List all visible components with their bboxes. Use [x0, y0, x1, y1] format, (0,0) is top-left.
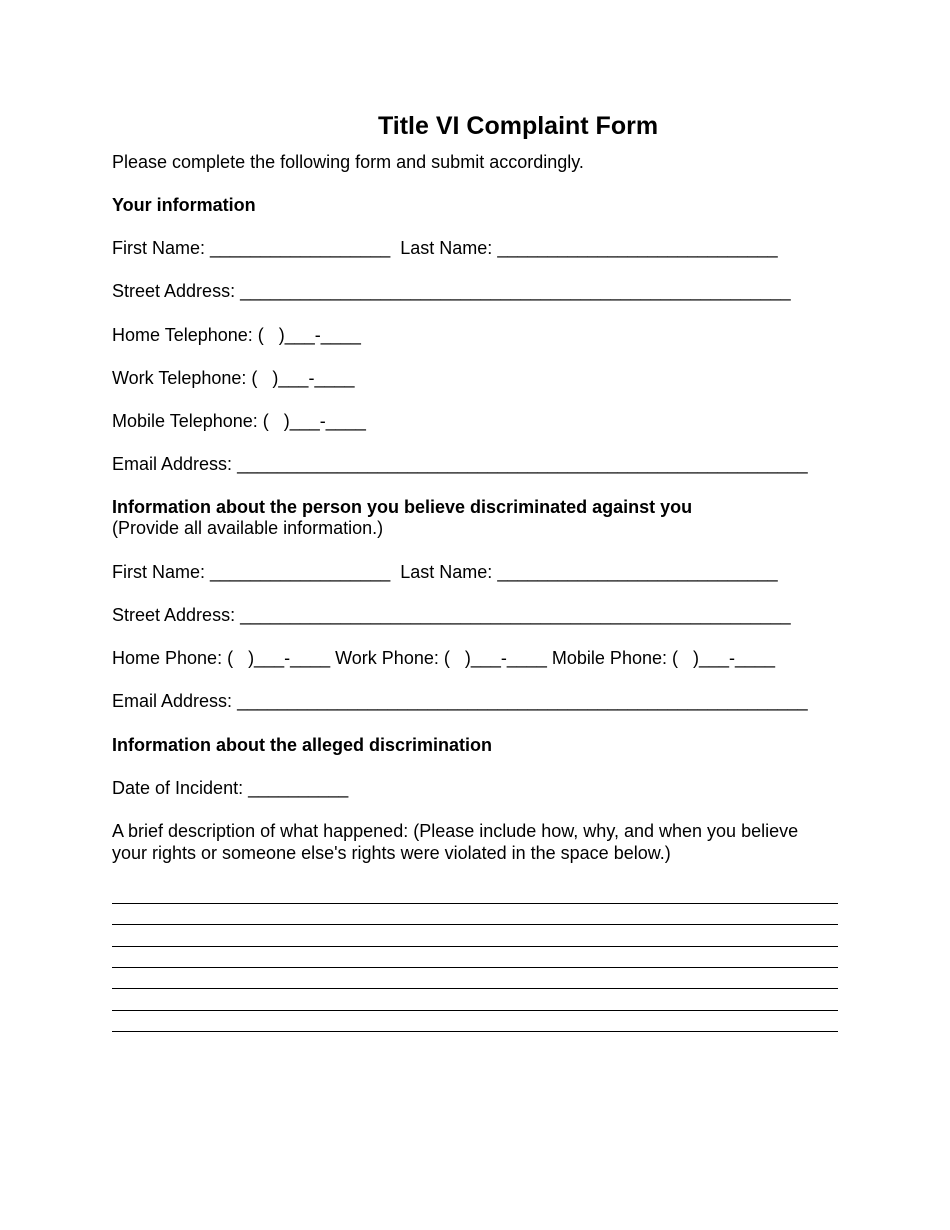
other-street-address-field[interactable]: _______________________________________________________ — [240, 605, 791, 625]
description-answer-line[interactable] — [112, 903, 838, 904]
your-email-row — [112, 454, 808, 475]
date-of-incident-label: Date of Incident: — [112, 778, 244, 798]
description-answer-line[interactable] — [112, 946, 838, 947]
your-street-row — [112, 281, 791, 302]
description-answer-line[interactable] — [112, 988, 838, 989]
first-name-field[interactable]: __________________ — [210, 238, 391, 258]
other-person-heading: Information about the person you believe discriminated against you — [112, 497, 693, 517]
street-address-field[interactable]: _______________________________________________________ — [240, 281, 791, 301]
other-first-name-label: First Name: — [112, 562, 206, 582]
description-answer-line[interactable] — [112, 924, 838, 925]
description-instructions-line-2: your rights or someone else's rights were violated in the space below.) — [112, 843, 671, 863]
home-telephone-field[interactable]: Home Telephone: ( )___-____ — [112, 325, 361, 345]
other-person-subheading: (Provide all available information.) — [112, 518, 384, 538]
other-name-row — [112, 562, 778, 583]
description-answer-line[interactable] — [112, 967, 838, 968]
other-last-name-field[interactable]: ____________________________ — [497, 562, 778, 582]
page-title: Title VI Complaint Form — [377, 112, 659, 140]
incident-date-row — [112, 778, 348, 799]
other-phones-field[interactable]: Home Phone: ( )___-____ Work Phone: ( )___-____ Mobile Phone: ( )___-____ — [112, 648, 776, 668]
other-street-address-label: Street Address: — [112, 605, 236, 625]
mobile-telephone-field[interactable]: Mobile Telephone: ( )___-____ — [112, 411, 366, 431]
other-email-address-field[interactable]: _________________________________________________________ — [237, 691, 808, 711]
other-email-row — [112, 691, 808, 712]
intro-text: Please complete the following form and submit accordingly. — [112, 152, 584, 172]
work-telephone-field[interactable]: Work Telephone: ( )___-____ — [112, 368, 355, 388]
last-name-label: Last Name: — [400, 238, 493, 258]
incident-heading: Information about the alleged discrimination — [112, 735, 493, 755]
first-name-label: First Name: — [112, 238, 206, 258]
description-answer-line[interactable] — [112, 1031, 838, 1032]
email-address-label: Email Address: — [112, 454, 233, 474]
description-answer-line[interactable] — [112, 1010, 838, 1011]
other-first-name-field[interactable]: __________________ — [210, 562, 391, 582]
email-address-field[interactable]: _________________________________________________________ — [237, 454, 808, 474]
other-street-row — [112, 605, 791, 626]
other-last-name-label: Last Name: — [400, 562, 493, 582]
your-info-heading: Your information — [112, 195, 256, 215]
other-email-address-label: Email Address: — [112, 691, 233, 711]
your-name-row — [112, 238, 778, 259]
description-instructions-line-1: A brief description of what happened: (Please include how, why, and when you believe — [112, 821, 799, 841]
street-address-label: Street Address: — [112, 281, 236, 301]
last-name-field[interactable]: ____________________________ — [497, 238, 778, 258]
date-of-incident-field[interactable]: __________ — [248, 778, 349, 798]
